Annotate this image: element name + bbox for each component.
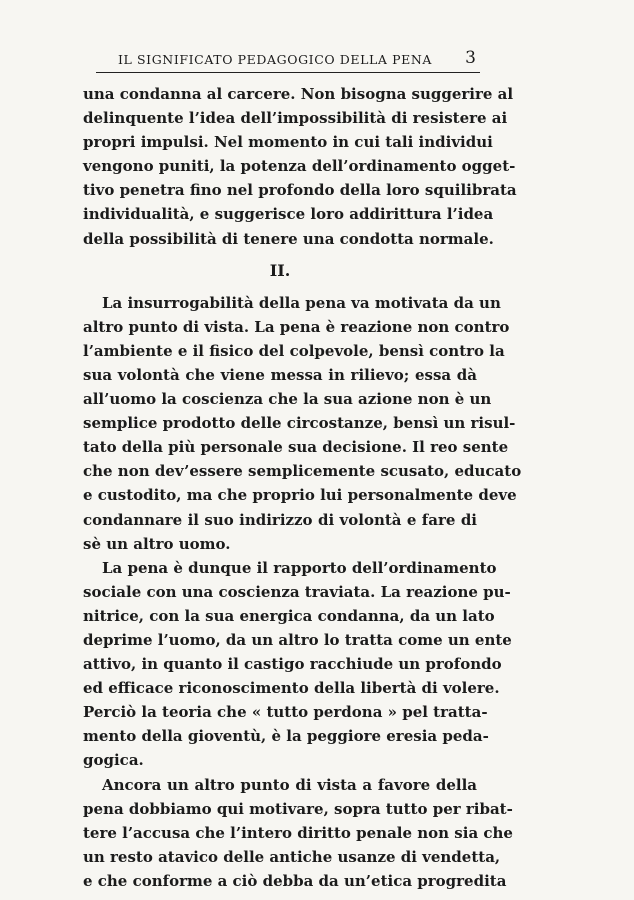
body-text xyxy=(83,82,522,893)
page-number: 3 xyxy=(465,48,476,68)
header-rule xyxy=(96,72,480,73)
paragraph-4 xyxy=(83,773,513,893)
text-line: delinquente l’idea dell’impossibilità di resistere ai xyxy=(83,109,508,128)
text-line: sè un altro uomo. xyxy=(83,534,231,553)
text-line: altro punto di vista. La pena è reazione non contro xyxy=(83,317,510,336)
text-line: gogica. xyxy=(83,751,144,770)
text-line: mento della gioventù, è la peggiore eresia peda- xyxy=(83,727,489,746)
text-line: vengono puniti, la potenza dell’ordinamento ogget- xyxy=(83,157,516,176)
paragraph-3 xyxy=(83,556,512,773)
text-line: attivo, in quanto il castigo racchiude un profondo xyxy=(83,655,502,674)
running-head xyxy=(84,48,476,74)
text-line: che non dev’essere semplicemente scusato, educato xyxy=(83,462,522,481)
text-line: tere l’accusa che l’intero diritto penale non sia che xyxy=(83,823,513,842)
text-line: tato della più personale sua decisione. Il reo sente xyxy=(83,438,509,457)
text-line: una condanna al carcere. Non bisogna suggerire al xyxy=(83,85,514,103)
text-line: La pena è dunque il rapporto dell’ordinamento xyxy=(102,558,497,577)
text-line: semplice prodotto delle circostanze, bensì un risul- xyxy=(83,414,516,433)
text-line: l’ambiente e il fisico del colpevole, bensì contro la xyxy=(83,341,505,360)
text-line: pena dobbiamo qui motivare, sopra tutto per ribat- xyxy=(83,799,513,818)
text-line: deprime l’uomo, da un altro lo tratta come un ente xyxy=(83,630,512,649)
text-line: ed efficace riconoscimento della libertà di volere. xyxy=(83,679,500,698)
text-line: propri impulsi. Nel momento in cui tali individui xyxy=(83,133,493,152)
text-line: e che conforme a ciò debba da un’etica progredita xyxy=(83,871,507,890)
text-line: Perciò la teoria che « tutto perdona » pel tratta- xyxy=(83,703,488,722)
section-heading: II. xyxy=(269,260,291,280)
text-line: La insurrogabilità della pena va motivata da un xyxy=(102,293,501,312)
text-line: sociale con una coscienza traviata. La reazione pu- xyxy=(83,582,511,601)
text-line: Ancora un altro punto di vista a favore della xyxy=(102,775,477,794)
paragraph-2 xyxy=(83,291,522,556)
text-line: della possibilità di tenere una condotta normale. xyxy=(83,229,494,248)
running-title: IL SIGNIFICATO PEDAGOGICO DELLA PENA xyxy=(118,52,433,67)
text-line: tivo penetra fino nel profondo della loro squilibrata xyxy=(83,181,517,200)
text-line: un resto atavico delle antiche usanze di vendetta, xyxy=(83,847,501,866)
text-line: individualità, e suggerisce loro addirittura l’idea xyxy=(83,205,494,224)
text-line: condannare il suo indirizzo di volontà e fare di xyxy=(83,510,477,529)
text-line: nitrice, con la sua energica condanna, da un lato xyxy=(83,606,495,625)
paragraph-1 xyxy=(83,82,517,251)
text-line: e custodito, ma che proprio lui personalmente deve xyxy=(83,486,517,505)
text-line: sua volontà che viene messa in rilievo; essa dà xyxy=(83,365,477,384)
text-line: all’uomo la coscienza che la sua azione non è un xyxy=(83,390,492,409)
